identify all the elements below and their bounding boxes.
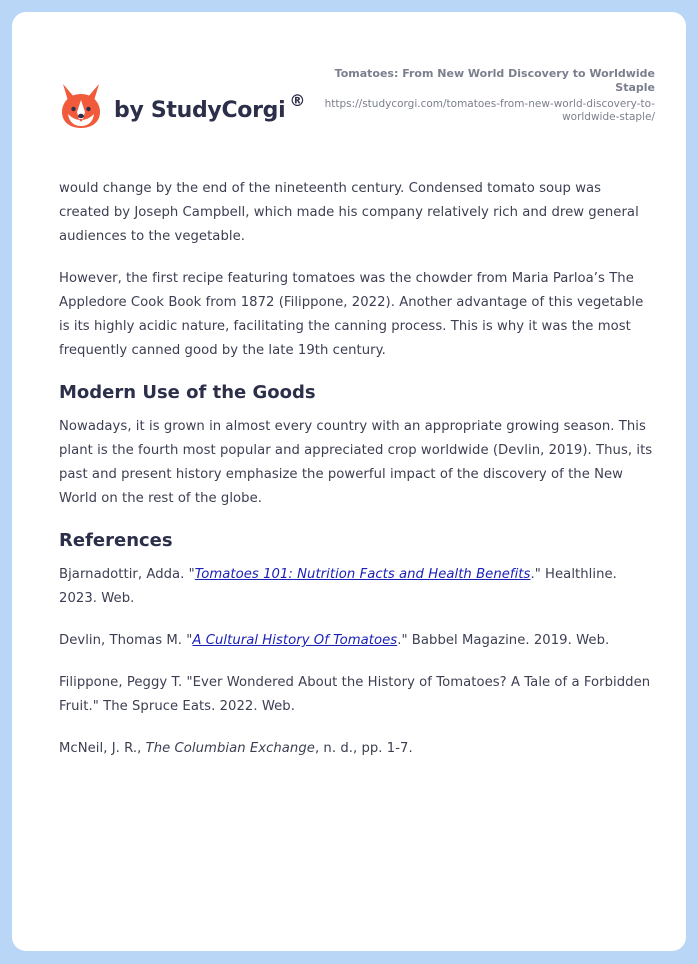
reference-text: Filippone, Peggy T. "Ever Wondered About the History of Tomatoes? A Tale of a Forbidden Fruit." The Spruce Eats. 2022. Web. (59, 675, 651, 714)
paragraph: Nowadays, it is grown in almost every country with an appropriate growing season. This plant is the fourth most popular and appreciated crop worldwide (Devlin, 2019). Thus, its past and present history emphasize the powerful impact of the discovery of the New World on the rest of the globe. (59, 419, 653, 506)
paragraph: would change by the end of the nineteenth century. Condensed tomato soup was created by Joseph Campbell, which made his company relatively rich and drew general audiences to the vegetable. (59, 181, 639, 244)
reference-text: Bjarnadottir, Adda. " (59, 567, 195, 582)
section-heading-modern-use: Modern Use of the Goods (59, 382, 316, 403)
reference-text: ." Babbel Magazine. 2019. Web. (397, 633, 610, 648)
reference-item (59, 563, 655, 611)
studycorgi-logo[interactable] (60, 76, 305, 136)
document-page (12, 12, 686, 951)
reference-text: Devlin, Thomas M. " (59, 633, 193, 648)
paragraph: However, the first recipe featuring tomatoes was the chowder from Maria Parloa’s The Appledore Cook Book from 1872 (Filippone, 2022). Another advantage of this vegetable is its highly acidic nature, facilitating the canning process. This is why it was the most frequently canned good by the late 19th century. (59, 271, 644, 358)
document-title: Tomatoes: From New World Discovery to Worldwide Staple (334, 67, 655, 94)
reference-item (59, 737, 655, 761)
section-heading-references: References (59, 530, 173, 551)
reference-link[interactable]: Tomatoes 101: Nutrition Facts and Health Benefits (194, 567, 531, 582)
reference-title: The Columbian Exchange (145, 741, 315, 756)
reference-link[interactable]: A Cultural History Of Tomatoes (192, 633, 398, 648)
reference-item (59, 629, 655, 653)
reference-item (59, 671, 655, 719)
registered-mark: ® (289, 90, 306, 110)
reference-text: , n. d., pp. 1-7. (314, 741, 413, 756)
reference-text: ." Healthline. 2023. Web. (59, 567, 617, 606)
document-body (59, 177, 655, 779)
reference-text: McNeil, J. R., (59, 741, 146, 756)
corgi-icon (60, 82, 102, 130)
logo-wordmark: by StudyCorgi (114, 97, 286, 123)
document-url[interactable]: https://studycorgi.com/tomatoes-from-new-world-discovery-to-worldwide-staple/ (324, 98, 655, 123)
document-header (295, 67, 655, 124)
